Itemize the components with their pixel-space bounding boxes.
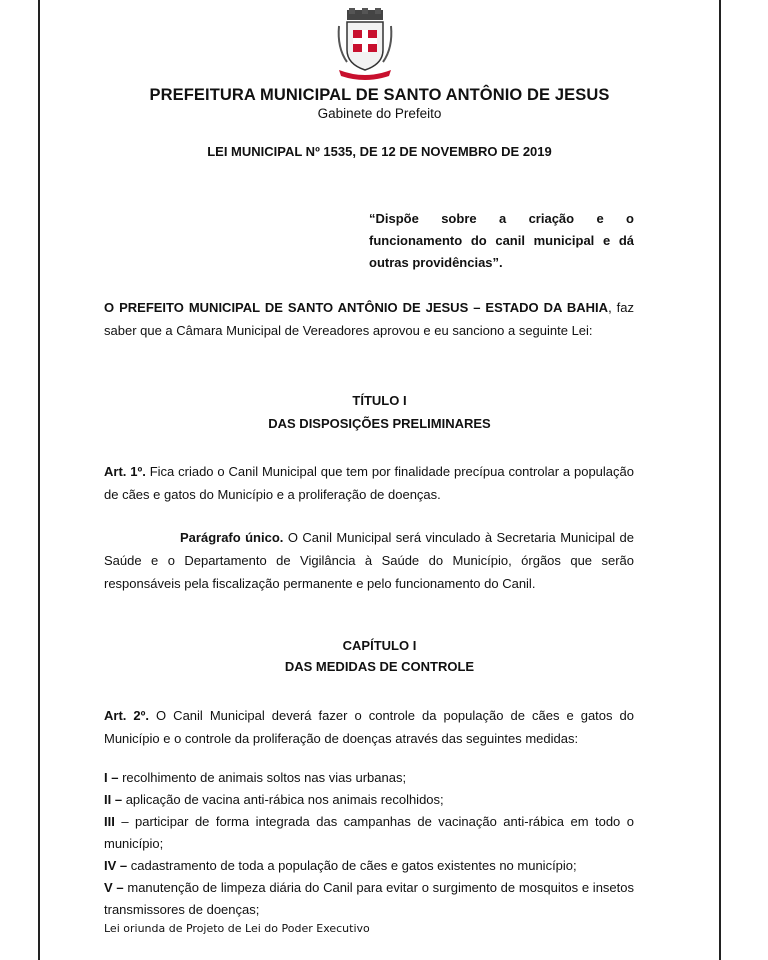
list-item-text: manutenção de limpeza diária do Canil para evitar o surgimento de mosquitos e insetos transmissores de doenças;: [104, 880, 635, 917]
paragrafo-unico-label: Parágrafo único.: [180, 530, 284, 545]
article-1-label: Art. 1º.: [104, 464, 146, 479]
titulo-name: DAS DISPOSIÇÕES PRELIMINARES: [268, 416, 491, 431]
article-1: [104, 460, 634, 506]
titulo-label: TÍTULO I: [352, 393, 407, 408]
capitulo-name: DAS MEDIDAS DE CONTROLE: [284, 659, 475, 674]
list-item-text: recolhimento de animais soltos nas vias urbanas;: [118, 770, 407, 785]
capitulo-label: CAPÍTULO I: [342, 638, 417, 653]
article-2-label: Art. 2º.: [104, 708, 150, 723]
list-item: [104, 767, 634, 789]
preamble-bold: O PREFEITO MUNICIPAL DE SANTO ANTÔNIO DE JESUS – ESTADO DA BAHIA: [104, 300, 609, 315]
page-border-right: [719, 0, 721, 960]
list-item-label: I –: [104, 770, 119, 785]
paragrafo-unico-text: O Canil Municipal será vinculado à Secretaria Municipal de Saúde e o Departamento de Vigilância à Saúde do Município, órgãos que serão responsáveis pela fiscalização permanente e pelo funcionamento do Canil.: [104, 530, 634, 591]
preamble-text: , faz saber que a Câmara Municipal de Vereadores aprovou e eu sanciono a seguinte Lei:: [104, 300, 634, 338]
list-item-text: – participar de forma integrada das campanhas de vacinação anti-rábica em todo o município;: [104, 814, 634, 851]
list-item-label: IV –: [104, 858, 128, 873]
list-item-label: V –: [104, 880, 124, 895]
article-1-text: Fica criado o Canil Municipal que tem por finalidade precípua controlar a população de cães e gatos do Município e a proliferação de doenças.: [104, 464, 634, 502]
article-2-text: O Canil Municipal deverá fazer o controle da população de cães e gatos do Município e o controle da proliferação de doenças através das seguintes medidas:: [104, 708, 635, 746]
list-item: [104, 855, 634, 877]
preamble: [104, 296, 634, 342]
list-item-text: aplicação de vacina anti-rábica nos animais recolhidos;: [122, 792, 444, 807]
page-title: PREFEITURA MUNICIPAL DE SANTO ANTÔNIO DE JESUS: [149, 86, 610, 104]
list-item-label: III: [104, 814, 115, 829]
article-2: [104, 704, 634, 750]
list-item-label: II –: [104, 792, 123, 807]
list-item: [104, 811, 634, 855]
footer-note: Lei oriunda de Projeto de Lei do Poder Executivo: [104, 922, 370, 935]
list-item: [104, 877, 634, 921]
coat-of-arms-logo: [333, 8, 397, 82]
page-subtitle: Gabinete do Prefeito: [317, 106, 442, 121]
list-item-text: cadastramento de toda a população de cães e gatos existentes no município;: [127, 858, 577, 873]
list-item: [104, 789, 634, 811]
law-title: LEI MUNICIPAL Nº 1535, DE 12 DE NOVEMBRO DE 2019: [207, 144, 552, 159]
paragrafo-unico: [104, 526, 634, 595]
ementa: “Dispõe sobre a criação e o funcionamento do canil municipal e dá outras providências”.: [369, 211, 634, 270]
